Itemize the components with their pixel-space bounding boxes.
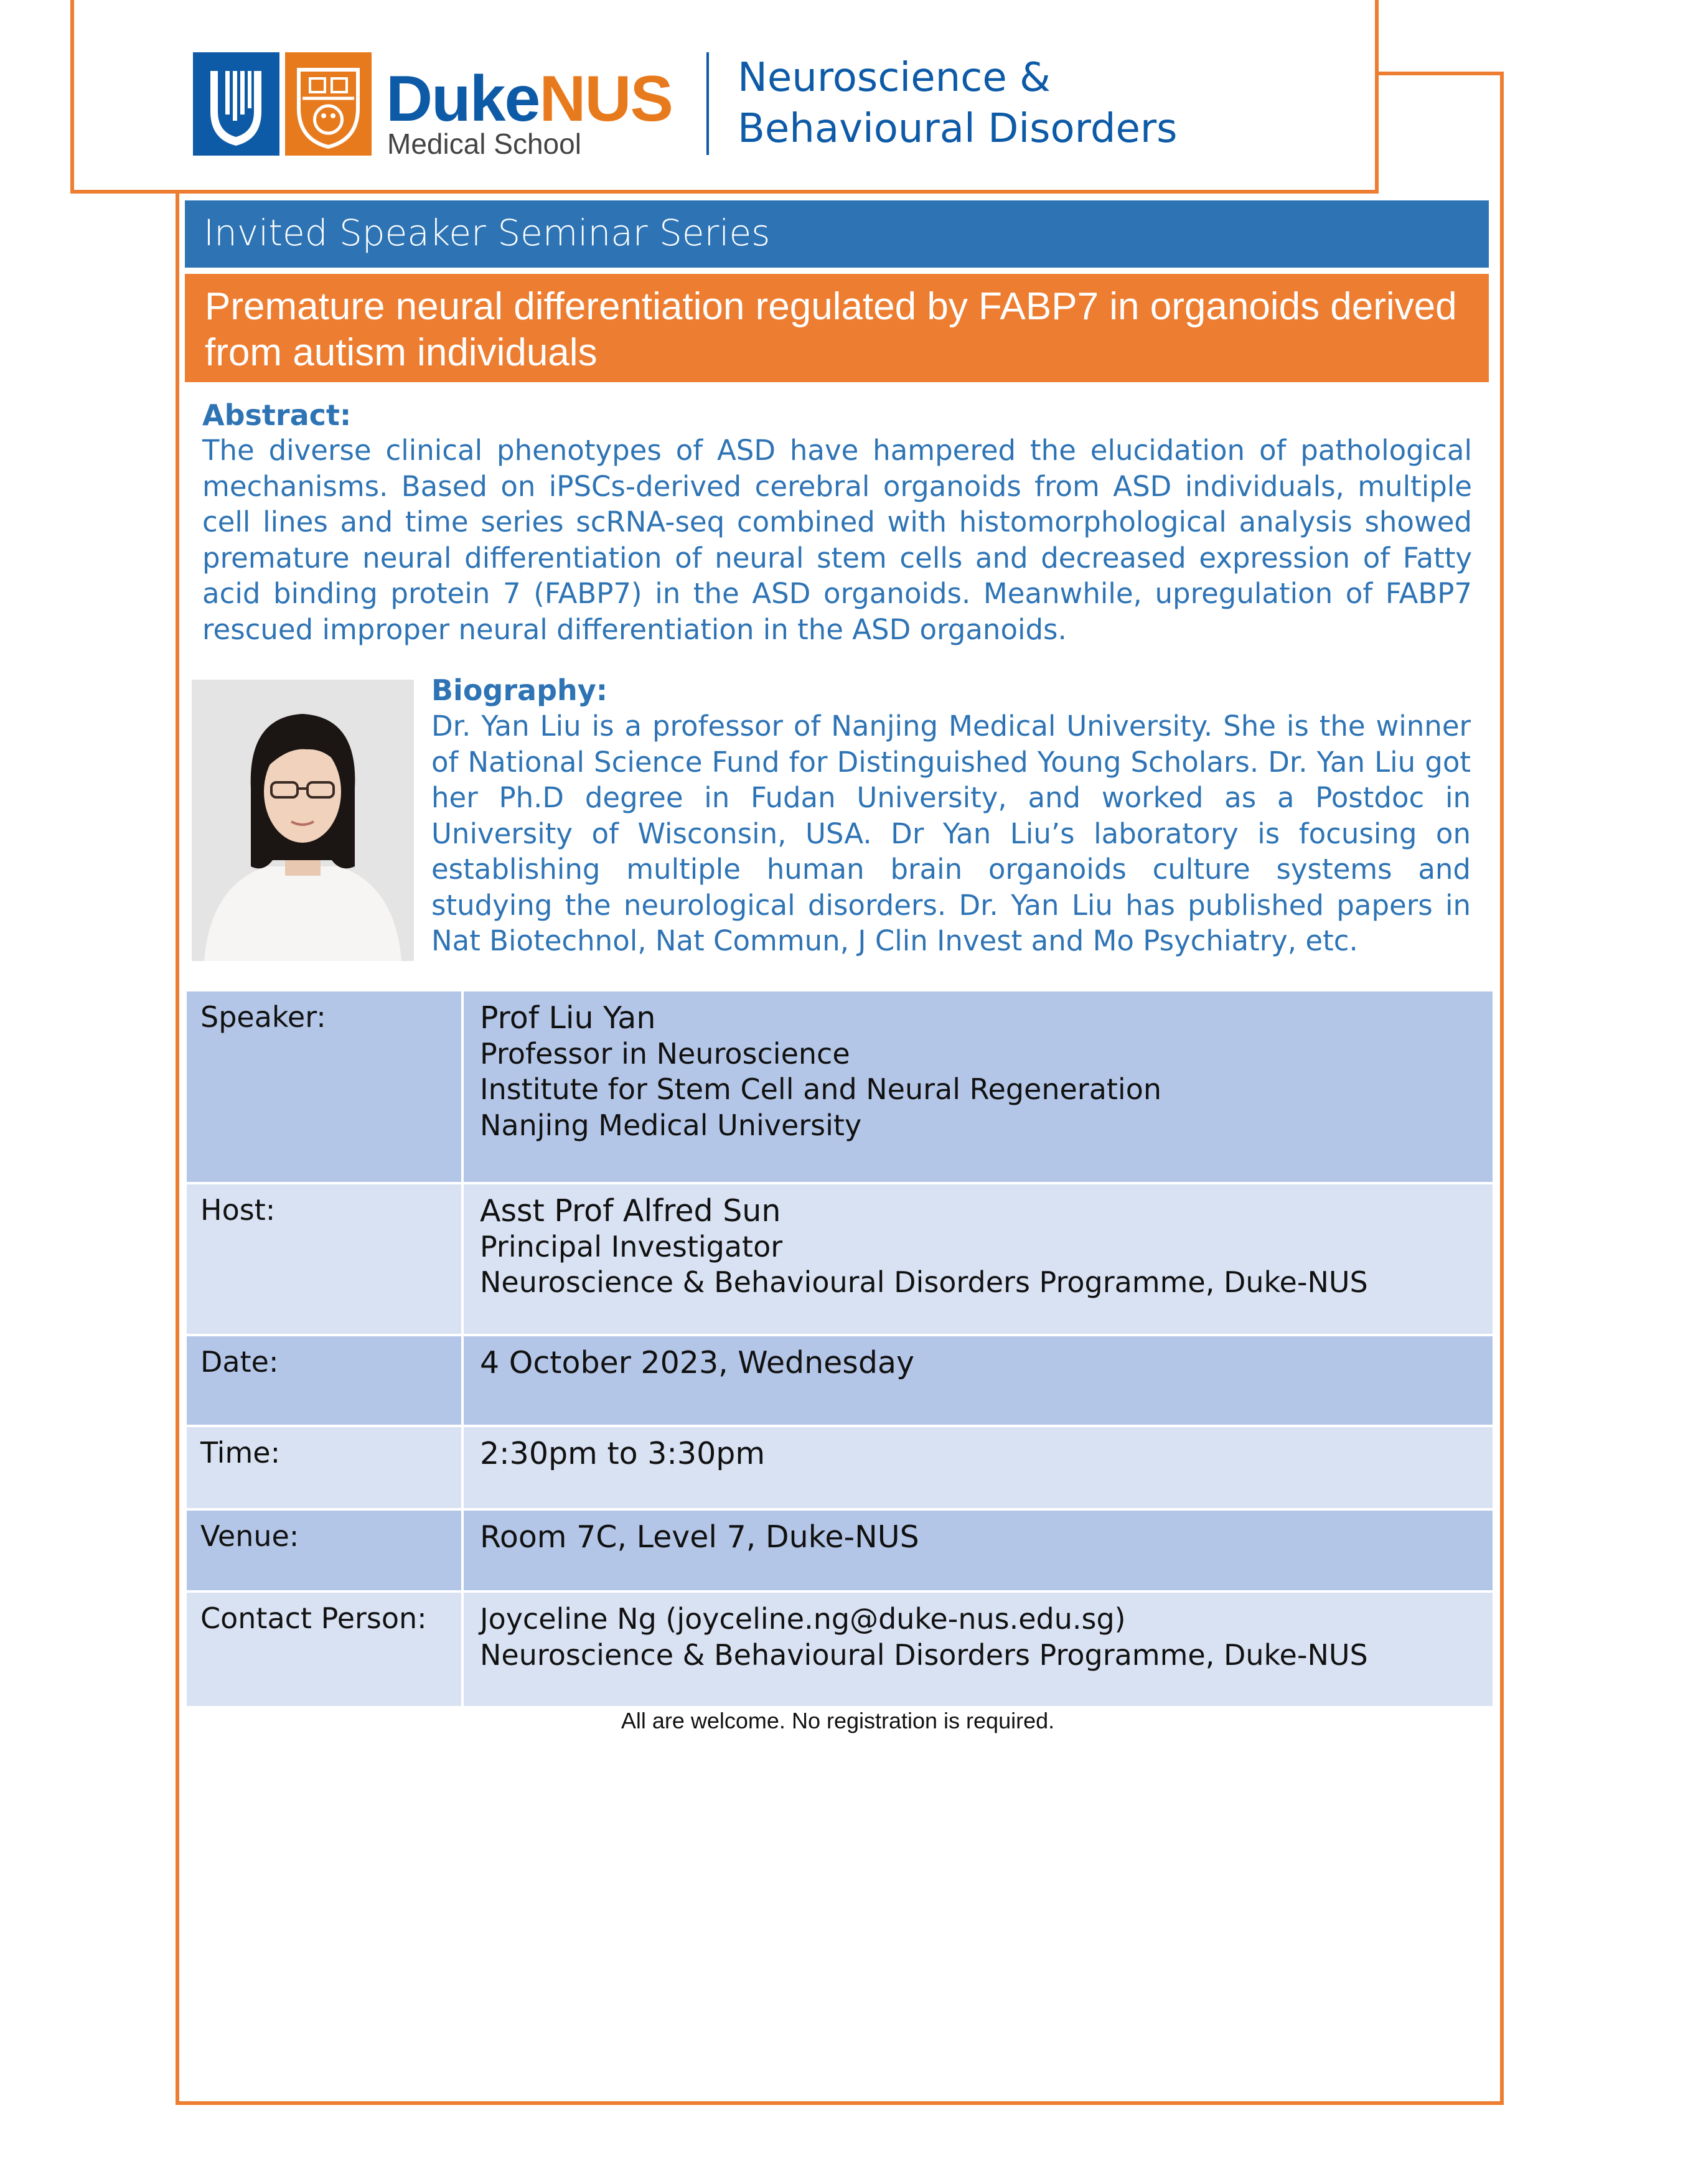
table-row-contact [187,1593,1493,1706]
program-name-line1: Neuroscience & [738,55,1051,101]
speaker-label: Speaker: [200,1000,326,1034]
table-row-date [187,1336,1493,1425]
series-banner [182,198,1491,270]
table-row-host [187,1184,1493,1334]
speaker-label-cell [187,991,464,1182]
logo-divider [706,52,709,155]
speaker-value [480,1000,1161,1143]
date-label: Date: [200,1345,279,1379]
date-value: 4 October 2023, Wednesday [480,1345,914,1380]
speaker-photo [192,680,414,961]
footer-note-text: All are welcome. No registration is required. [621,1708,1055,1733]
series-title: Invited Speaker Seminar Series [204,212,771,254]
speaker-university: Nanjing Medical University [480,1108,862,1142]
time-value-wrap [480,1436,765,1472]
venue-value-cell [466,1511,1493,1590]
date-label-cell [187,1336,464,1425]
contact-value-cell [466,1593,1493,1706]
host-role: Principal Investigator [480,1229,783,1263]
duke-nus-wordmark: DukeNUS [386,63,672,135]
contact-label: Contact Person: [200,1601,427,1635]
biography-heading: Biography: [431,673,608,707]
table-row-time [187,1427,1493,1508]
program-name-line2: Behavioural Disorders [738,106,1178,152]
title-banner [182,271,1491,385]
table-row-speaker [187,991,1493,1182]
speaker-institute: Institute for Stem Cell and Neural Regeneration [480,1072,1161,1106]
contact-label-cell [187,1593,464,1706]
host-value-cell [466,1184,1493,1334]
program-name [738,52,1178,154]
table-row-venue [187,1511,1493,1590]
time-value-cell [466,1427,1493,1508]
host-name: Asst Prof Alfred Sun [480,1193,781,1229]
venue-label: Venue: [200,1519,299,1553]
date-value-wrap [480,1345,914,1381]
time-label: Time: [200,1436,281,1469]
host-value [480,1193,1368,1301]
host-label: Host: [200,1193,276,1227]
duke-chapel-logo-icon [193,52,279,156]
abstract-body: The diverse clinical phenotypes of ASD have hampered the elucidation of pathological mechanisms. Based on iPSCs-derived cerebral organoids from ASD individuals, multiple cell lines and time series scRNA-seq combined with histomorphological analysis showed premature neural differentiation of neural stem cells and decreased expression of Fatty acid binding protein 7 (FABP7) in the ASD organoids. Meanwhile, upregulation of FABP7 rescued improper neural differentiation in the ASD organoids. [202,434,1472,646]
host-label-cell [187,1184,464,1334]
medical-school-wordmark: Medical School [387,128,581,160]
contact-value [480,1601,1368,1673]
time-value: 2:30pm to 3:30pm [480,1436,766,1471]
host-programme: Neuroscience & Behavioural Disorders Programme, Duke-NUS [480,1265,1368,1299]
venue-value-wrap [480,1519,919,1555]
speaker-name: Prof Liu Yan [480,1000,656,1036]
nus-crest-logo-icon [285,52,372,156]
contact-email[interactable]: Joyceline Ng (joyceline.ng@duke-nus.edu.sg) [480,1602,1126,1636]
venue-label-cell [187,1511,464,1590]
seminar-title: Premature neural differentiation regulated by FABP7 in organoids derived from autism individuals [205,285,1457,374]
abstract-heading: Abstract: [202,398,352,432]
footer-note [0,1708,1688,1734]
time-label-cell [187,1427,464,1508]
date-value-cell [466,1336,1493,1425]
speaker-value-cell [466,991,1493,1182]
contact-programme: Neuroscience & Behavioural Disorders Programme, Duke-NUS [480,1638,1368,1672]
venue-value: Room 7C, Level 7, Duke-NUS [480,1519,919,1555]
speaker-title: Professor in Neuroscience [480,1036,850,1071]
biography-body: Dr. Yan Liu is a professor of Nanjing Medical University. She is the winner of National Science Fund for Distinguished Young Scholars. Dr. Yan Liu got her Ph.D degree in Fudan University, and worked as a Postdoc in University of Wisconsin, USA. Dr Yan Liu’s laboratory is focusing on establishing multiple human brain organoids culture systems and studying the neurological disorders. Dr. Yan Liu has published papers in Nat Biotechnol, Nat Commun, J Clin Invest and Mo Psychiatry, etc. [431,710,1471,957]
